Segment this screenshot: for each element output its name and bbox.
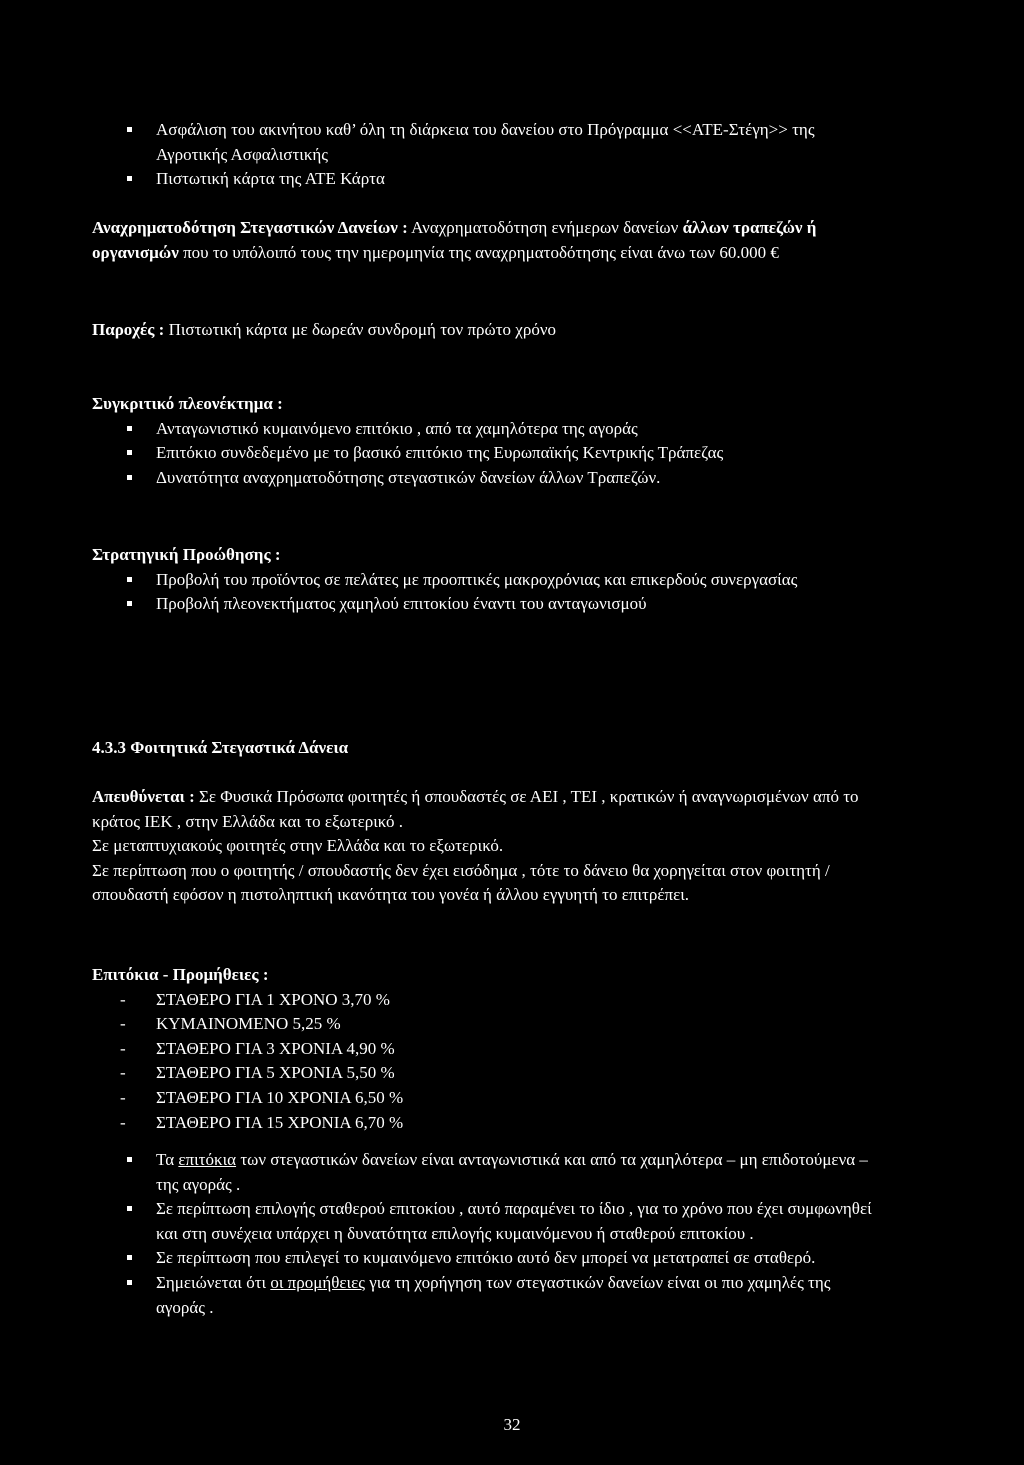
bullet-icon xyxy=(127,176,132,181)
advantage-section xyxy=(92,392,882,490)
addressed-line: Απευθύνεται : Σε Φυσικά Πρόσωπα φοιτητές ή σπουδαστές σε ΑΕΙ , ΤΕΙ , κρατικών ή αναγνωρισμένων από το κράτος ΙΕΚ , στην Ελλάδα και το εξωτερικό . xyxy=(92,787,859,831)
bullet-icon xyxy=(127,1206,132,1211)
dash-icon: - xyxy=(120,1038,126,1058)
bullet-icon xyxy=(127,475,132,480)
dash-icon: - xyxy=(120,989,126,1009)
list-item: Επιτόκιο συνδεδεμένο με το βασικό επιτόκιο της Ευρωπαϊκής Κεντρικής Τράπεζας xyxy=(92,441,882,466)
strategy-section xyxy=(92,543,882,617)
rates-heading: Επιτόκια - Προμήθειες : xyxy=(92,965,269,984)
refinancing-label: Αναχρηματοδότηση Στεγαστικών Δανείων : xyxy=(92,218,408,237)
list-item: Σε περίπτωση επιλογής σταθερού επιτοκίου , αυτό παραμένει το ίδιο , για το χρόνο που έχει συμφωνηθεί και στη συνέχεια υπάρχει η δυνατότητα επιλογής κυμαινόμενου ή σταθερού επιτοκίου . xyxy=(92,1197,882,1246)
fees-link[interactable]: οι προμήθειες xyxy=(270,1272,365,1292)
bullet-icon xyxy=(127,450,132,455)
bullet-icon xyxy=(127,1157,132,1162)
list-item: Τα επιτόκια των στεγαστικών δανείων είναι ανταγωνιστικά και από τα χαμηλότερα – μη επιδοτούμενα – της αγοράς . xyxy=(92,1148,882,1197)
refinancing-paragraph: Αναχρηματοδότηση Στεγαστικών Δανείων : Αναχρηματοδότηση ενήμερων δανείων άλλων τραπεζών ή οργανισμών που το υπόλοιπό τους την ημερομηνία της αναχρηματοδότησης είναι άνω των 60.000 € xyxy=(92,218,817,262)
addressed-paragraph xyxy=(92,785,882,908)
list-item: Ασφάλιση του ακινήτου καθ’ όλη τη διάρκεια του δανείου στο Πρόγραμμα <<ΑΤΕ-Στέγη>> της Αγροτικής Ασφαλιστικής xyxy=(92,118,882,167)
bullet-icon xyxy=(127,577,132,582)
bullet-icon xyxy=(127,1255,132,1260)
benefits-paragraph: Παροχές : Πιστωτική κάρτα με δωρεάν συνδρομή τον πρώτο χρόνο xyxy=(92,320,557,339)
notes-section xyxy=(92,1148,882,1320)
rate-item: - ΣΤΑΘΕΡΟ ΓΙΑ 15 ΧΡΟΝΙΑ 6,70 % xyxy=(92,1111,882,1136)
benefits-label: Παροχές : xyxy=(92,320,165,339)
section-title: 4.3.3 Φοιτητικά Στεγαστικά Δάνεια xyxy=(92,738,349,757)
rates-link[interactable]: επιτόκια xyxy=(178,1150,237,1169)
bullet-icon xyxy=(127,127,132,132)
list-item: Προβολή πλεονεκτήματος χαμηλού επιτοκίου έναντι του ανταγωνισμού xyxy=(92,592,882,617)
addressed-label: Απευθύνεται : xyxy=(92,787,195,806)
list-item: Δυνατότητα αναχρηματοδότησης στεγαστικών δανείων άλλων Τραπεζών. xyxy=(92,466,882,491)
bullet-icon xyxy=(127,601,132,606)
page-number: 32 xyxy=(503,1415,521,1434)
dash-icon: - xyxy=(120,1087,126,1107)
rate-item: - ΚΥΜΑΙΝΟΜΕΝΟ 5,25 % xyxy=(92,1012,882,1037)
rate-item: - ΣΤΑΘΕΡΟ ΓΙΑ 10 ΧΡΟΝΙΑ 6,50 % xyxy=(92,1086,882,1111)
list-item: Πιστωτική κάρτα της ΑΤΕ Κάρτα xyxy=(92,167,882,192)
rate-item: - ΣΤΑΘΕΡΟ ΓΙΑ 1 ΧΡΟΝΟ 3,70 % xyxy=(92,988,882,1013)
addressed-line: Σε περίπτωση που ο φοιτητής / σπουδαστής δεν έχει εισόδημα , τότε το δάνειο θα χορηγείται στον φοιτητή / σπουδαστή εφόσον η πιστοληπτική ικανότητα του γονέα ή άλλου εγγυητή το επιτρέπει. xyxy=(92,860,830,905)
dash-icon: - xyxy=(120,1063,126,1083)
refinancing-bold: άλλων τραπεζών ή οργανισμών xyxy=(92,218,817,262)
rate-item: - ΣΤΑΘΕΡΟ ΓΙΑ 5 ΧΡΟΝΙΑ 5,50 % xyxy=(92,1061,882,1086)
bullet-icon xyxy=(127,1280,132,1285)
strategy-heading: Στρατηγική Προώθησης : xyxy=(92,545,281,564)
rate-item: - ΣΤΑΘΕΡΟ ΓΙΑ 3 ΧΡΟΝΙΑ 4,90 % xyxy=(92,1037,882,1062)
list-item: Σε περίπτωση που επιλεγεί το κυμαινόμενο επιτόκιο αυτό δεν μπορεί να μετατραπεί σε σταθερό. xyxy=(92,1246,882,1271)
advantage-heading: Συγκριτικό πλεονέκτημα : xyxy=(92,394,283,413)
list-item: Προβολή του προϊόντος σε πελάτες με προοπτικές μακροχρόνιας και επικερδούς συνεργασίας xyxy=(92,568,882,593)
bullet-icon xyxy=(127,426,132,431)
addressed-line: Σε μεταπτυχιακούς φοιτητές στην Ελλάδα και το εξωτερικό. xyxy=(92,836,504,856)
dash-icon: - xyxy=(120,1014,126,1034)
rates-section xyxy=(92,963,882,1135)
list-item: Ανταγωνιστικό κυμαινόμενο επιτόκιο , από τα χαμηλότερα της αγοράς xyxy=(92,417,882,442)
list-item: Σημειώνεται ότι οι προμήθειες για τη χορήγηση των στεγαστικών δανείων είναι οι πιο χαμηλές της αγοράς . xyxy=(92,1271,882,1320)
dash-icon: - xyxy=(120,1112,126,1132)
intro-bullets xyxy=(92,118,882,192)
